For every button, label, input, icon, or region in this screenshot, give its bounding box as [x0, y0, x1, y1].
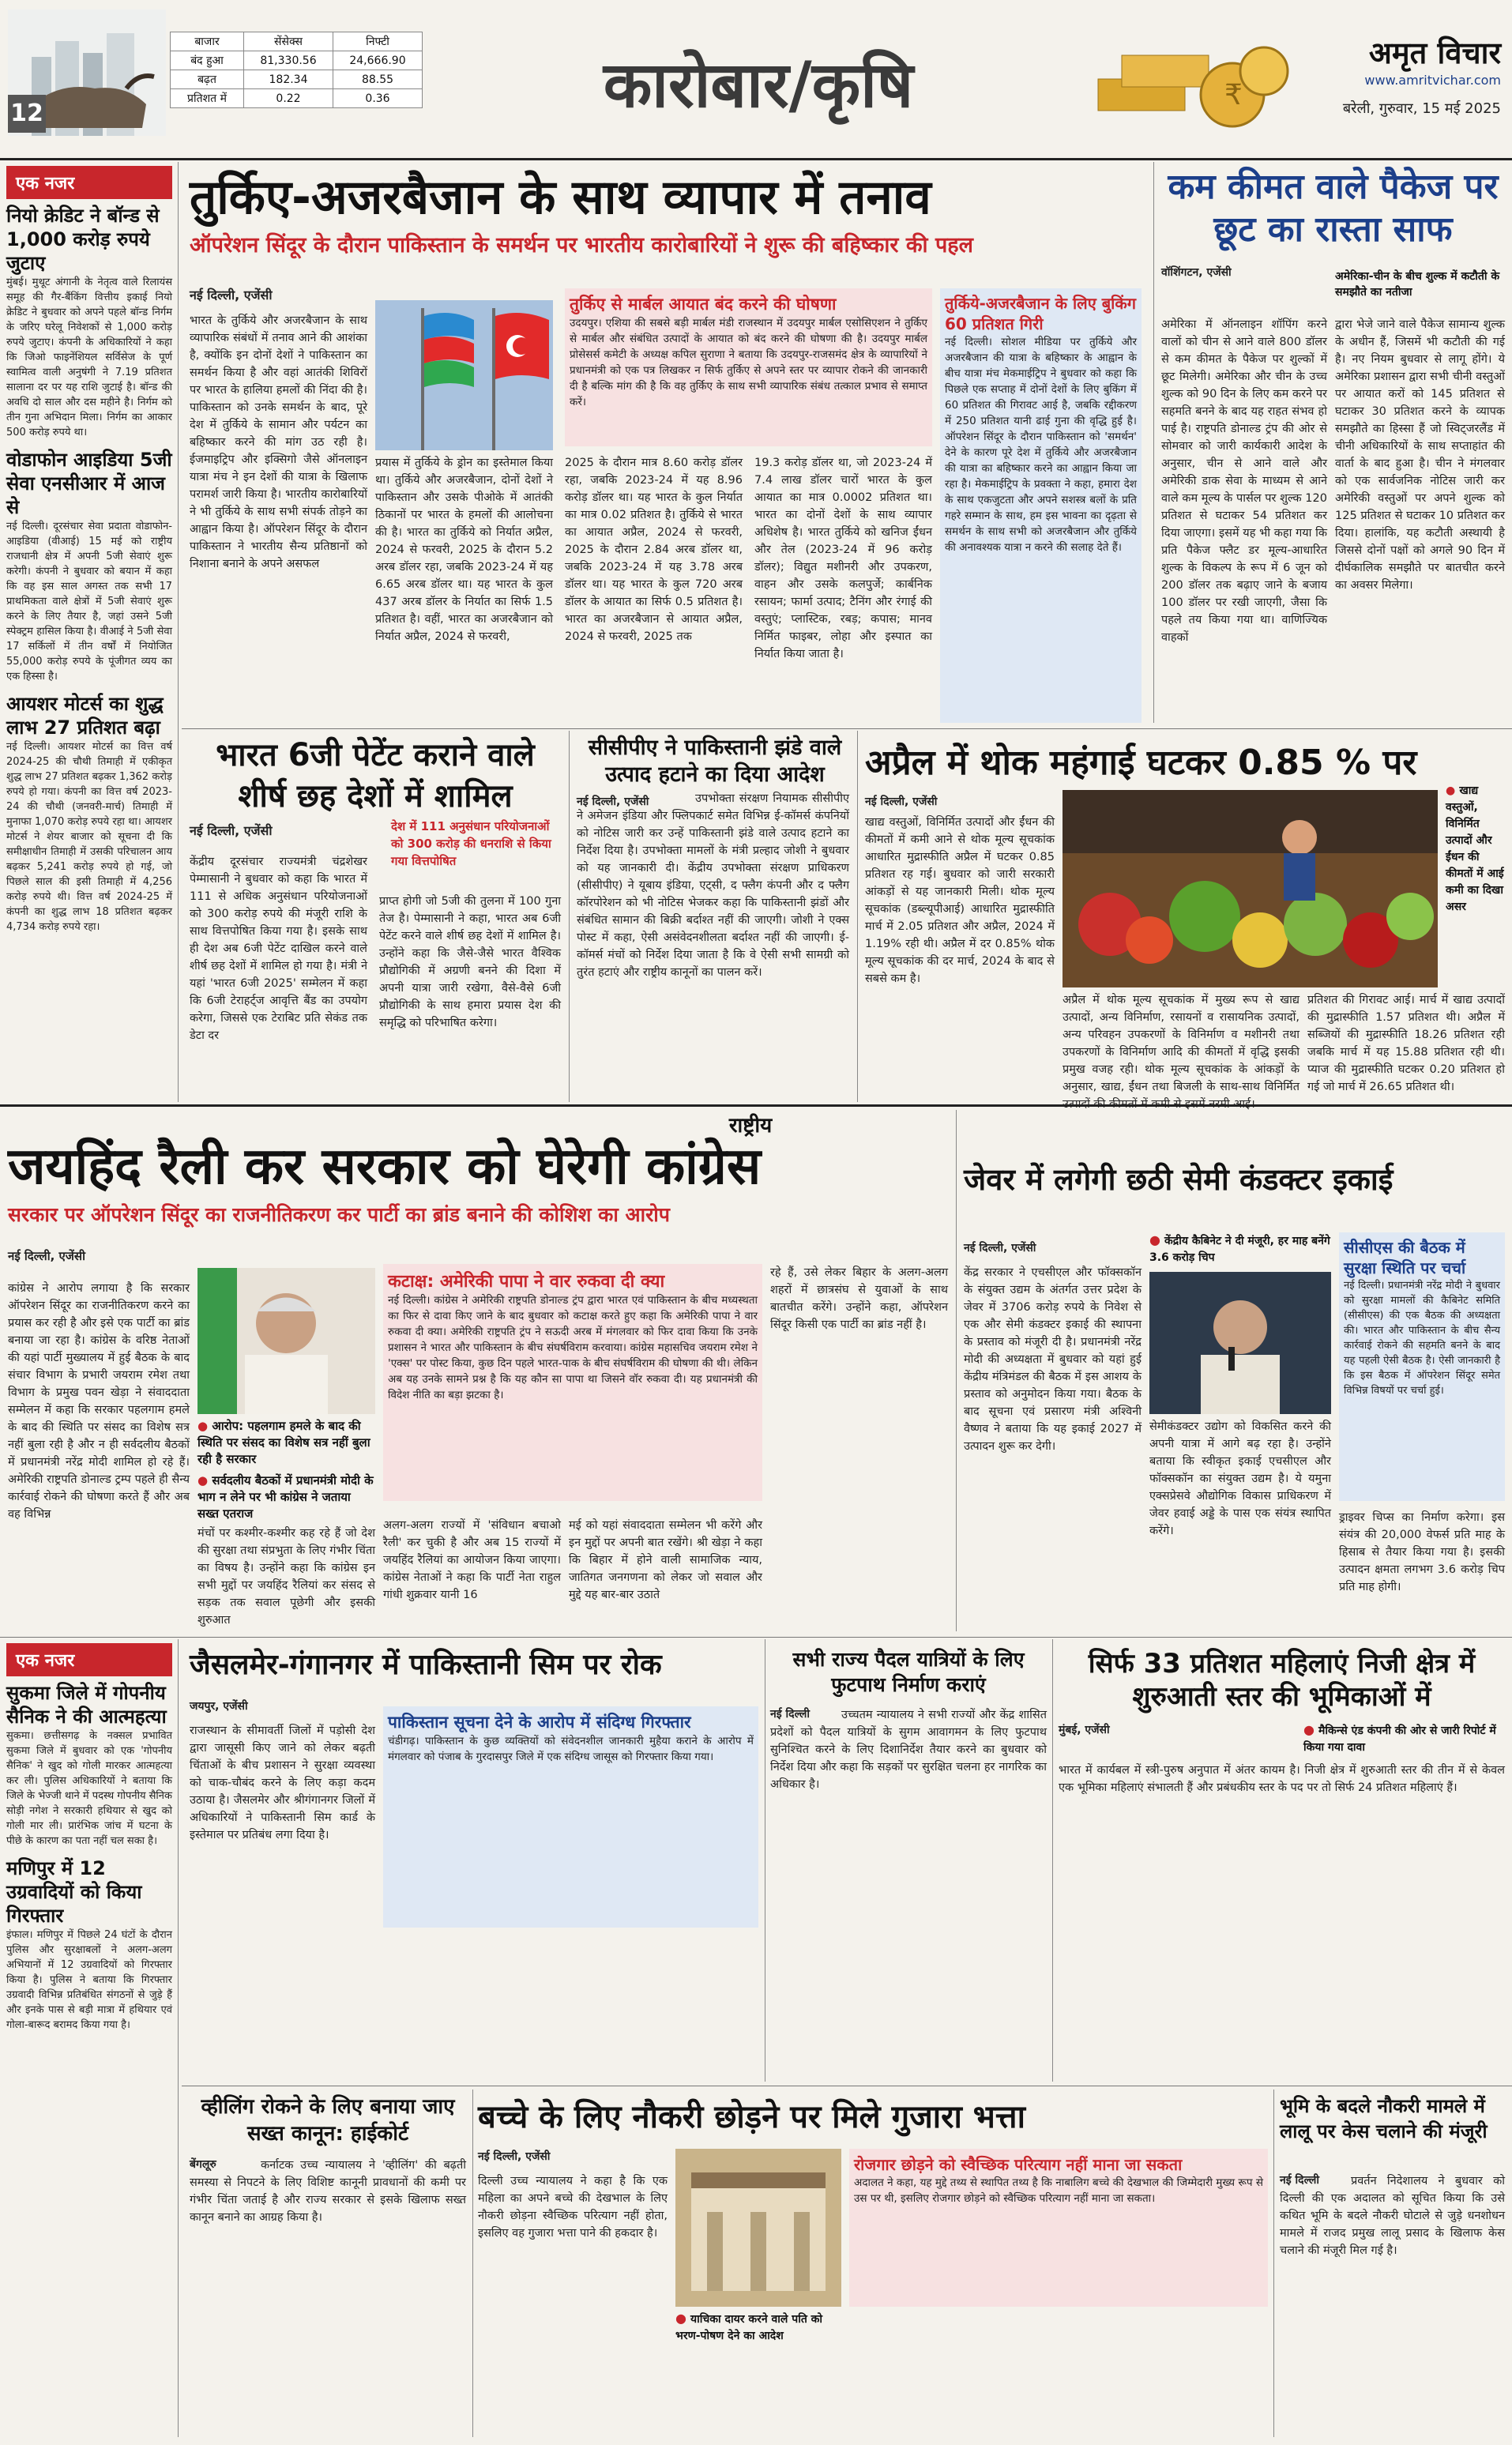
- sim-box-headline: पाकिस्तान सूचना देने के आरोप में संदिग्ध गिरफ्तार: [388, 1713, 691, 1732]
- brief-body: मुंबई। मुथूट अंगानी के नेतृत्व वाले रिलायंस समूह की गैर-बैंकिंग वित्तीय इकाई नियो क्रेडिट ने बुधवार को अपने पहले बॉन्ड निर्गम के जरिए घरेलू निवेशकों से 1,000 करोड़ रुपये जुटाए। कंपनी के अधिकारियों ने कहा कि जिओ फाइनेंशियल सर्विसेज के पूर्ण स्वामित्व वाली अनुषंगी ने 7.19 प्रतिशत सालाना दर पर यह राशि जुटाई है। बॉन्ड की अवधि दो साल और दस महीने है। निर्गम को तीन गुना अभिदान मिला। निर्गम का आकार 500 करोड़ रुपये था।: [6, 276, 172, 438]
- market-cell: 0.36: [333, 89, 423, 108]
- land-headline: भूमि के बदले नौकरी मामले में लालू पर केस चलाने की मंजूरी: [1280, 2095, 1488, 2142]
- brief-headline: सुकमा जिले में गोपनीय सैनिक ने की आत्महत्या: [6, 1682, 167, 1728]
- market-cell: बढ़त: [171, 70, 244, 89]
- footpath-byline: नई दिल्ली: [770, 1708, 811, 1721]
- patent-highlight: देश में 111 अनुसंधान परियोजनाओं को 300 करोड़ की धनराशि से किया गया वित्तपोषित: [391, 819, 551, 868]
- high-court-photo: [675, 2149, 841, 2307]
- ccpa-body: उपभोक्ता संरक्षण नियामक सीसीपीए ने अमेजन इंडिया और फ्लिपकार्ट समेत विभिन्न ई-कॉमर्स कंपनियों को नोटिस जारी कर उन्हें पाकिस्तानी झंडे वाले उत्पाद हटाने का निर्देश दिया है। उपभोक्ता मामलों के मंत्री प्रल्हाद जोशी ने बुधवार को यह जानकारी दी। केंद्रीय उपभोक्ता संरक्षण प्राधिकरण (सीसीपीए) ने यूबाय इंडिया, एट्सी, द फ्लैग कंपनी और द फ्लैग कॉरपोरेशन को भी नोटिस भेजकर कहा कि पाकिस्तानी झंडों और संबंधित सामान की बिक्री बर्दाश्त नहीं की जाएगी। जोशी ने एक्स पोस्ट में कहा, ऐसी असंवेदनशीलता बर्दाश्त नहीं की जाएगी। ई-कॉमर्स मंचों को निर्देश दिया जाता है कि वे ऐसी सभी सामग्री को तुरंत हटाएं और राष्ट्रीय कानूनों का पालन करें।: [577, 792, 849, 979]
- patent-headline: भारत 6जी पेटेंट कराने वाले शीर्ष छह देशों में शामिल: [216, 737, 535, 814]
- market-cell: 182.34: [244, 70, 333, 89]
- national-col-5: रहे हैं, उसे लेकर बिहार के अलग-अलग शहरों में छात्रसंघ से युवाओं के साथ बातचीत करेंगे। उन्होंने कहा, ऑपरेशन सिंदूर किसी एक पार्टी का ब्रांड नहीं है।: [770, 1266, 948, 1331]
- main-col-2: प्रयास में तुर्किये के ड्रोन का इस्तेमाल किया था। तुर्किये और अजरबैजान, दोनों देशों ने पाकिस्तान और उसके पीओके में आतंकी ठिकानों पर भारत के हमलों की आलोचना की है। भारत का तुर्किये को निर्यात अप्रैल, 2024 से फरवरी, 2025 के दौरान 5.2 अरब डॉलर रहा, जबकि 2023-24 में यह 6.65 अरब डॉलर था। यह भारत के कुल 437 अरब डॉलर के निर्यात का सिर्फ 1.5 प्रतिशत है। वहीं, भारत का अजरबैजान को निर्यात अप्रैल, 2024 से फरवरी,: [375, 457, 553, 643]
- ek-nazar-label: एक नजर: [6, 1643, 172, 1676]
- packages-headline: कम कीमत वाले पैकेज पर छूट का रास्ता साफ: [1168, 167, 1499, 250]
- section-rule: [0, 1637, 1512, 1638]
- ek-nazar-label: एक नजर: [6, 166, 172, 199]
- women-byline: मुंबई, एजेंसी: [1059, 1724, 1110, 1736]
- alimony-box-body: अदालत ने कहा, यह मुद्दे तथ्य से स्थापित तथ्य है कि नाबालिग बच्चे की देखभाल की जिम्मेदारी मुख्य रूप से उस पर थी, इसलिए रोजगार छोड़ने को स्वैच्छिक परित्याग नहीं माना जा सकता।: [854, 2176, 1263, 2205]
- ccpa-headline: सीसीपीए ने पाकिस्तानी झंडे वाले उत्पाद हटाने का दिया आदेश: [588, 735, 842, 787]
- wheeling-body: कर्नाटक उच्च न्यायालय ने 'व्हीलिंग' की बढ़ती समस्या से निपटने के लिए विशिष्ट कानूनी प्रावधानों की कमी पर गंभीर चिंता जताई है और राज्य सरकार से इसके खिलाफ सख्त कानून बनाने का आग्रह किया है।: [190, 2159, 466, 2224]
- semicon-tag-text: केंद्रीय कैबिनेट ने दी मंजूरी, हर माह बनेंगे 3.6 करोड़ चिप: [1149, 1235, 1330, 1264]
- alimony-byline: नई दिल्ली, एजेंसी: [478, 2150, 551, 2163]
- column-rule: [1052, 1639, 1053, 2082]
- national-col-3: अलग-अलग राज्यों में 'संविधान बचाओ रैली' कर चुकी है और अब 15 राज्यों में जयहिंद रैलियां का आयोजन किया जाएगा। कांग्रेस नेताओं ने कहा कि पार्टी नेता राहुल गांधी शुक्रवार यानी 16: [383, 1519, 561, 1601]
- market-cell: प्रतिशत में: [171, 89, 244, 108]
- women-tag-text: मैकिन्से एंड कंपनी की ओर से जारी रिपोर्ट में किया गया दावा: [1303, 1725, 1496, 1754]
- wpi-col-3: प्रतिशत की गिरावट आई। मार्च में खाद्य उत्पादों की मुद्रास्फीति 1.57 प्रतिशत थी। अप्रैल में सब्जियों की मुद्रास्फीति 18.26 प्रतिशत रही जबकि मार्च में यह 15.88 प्रतिशत रही थी। प्याज की मुद्रास्फीति घटकर 0.20 प्रतिशत हो गई जो मार्च में 26.65 प्रतिशत थी।: [1307, 994, 1505, 1093]
- papa-box: [383, 1264, 762, 1501]
- patent-col-2: प्राप्त होगी जो 5जी की तुलना में 100 गुना तेज है। पेम्मासानी ने कहा, भारत अब 6जी पेटेंट करने वाले शीर्ष छह देशों में शामिल है। उन्होंने कहा कि जैसे-जैसे भारत वैश्विक प्रौद्योगिकी में अग्रणी बनने की दिशा में अपनी यात्रा जारी रखेगा, वैसे-वैसे 6जी प्रौद्योगिकी के साथ हमारा प्रयास देश की समृद्धि को परिभाषित करेगा।: [379, 895, 561, 1029]
- masthead: [0, 0, 1512, 158]
- sim-headline: जैसलमेर-गंगानगर में पाकिस्तानी सिम पर रोक: [190, 1649, 662, 1681]
- gold-coins-icon: [1090, 24, 1296, 142]
- women-headline: सिर्फ 33 प्रतिशत महिलाएं निजी क्षेत्र में शुरुआती स्तर की भूमिकाओं में: [1088, 1648, 1476, 1713]
- sim-box-body: चंडीगढ़। पाकिस्तान के कुछ व्यक्तियों को संवेदनशील जानकारी मुहैया कराने के आरोप में मंगलवार को पंजाब के गुरदासपुर जिले में एक संदिग्ध जासूस को गिरफ्तार किया गया।: [388, 1735, 754, 1763]
- column-rule: [1153, 162, 1154, 723]
- packages-tag: अमेरिका-चीन के बीच शुल्क में कटौती के समझौते का नतीजा: [1335, 270, 1500, 299]
- market-cell: 88.55: [333, 70, 423, 89]
- bullet-item: ● सर्वदलीय बैठकों में प्रधानमंत्री मोदी के भाग न लेने पर भी कांग्रेस ने जताया सख्त एतराज: [197, 1473, 374, 1521]
- website[interactable]: www.amritvichar.com: [1364, 73, 1501, 88]
- jairam-ramesh-photo: [197, 1268, 375, 1414]
- sim-byline: जयपुर, एजेंसी: [190, 1700, 248, 1713]
- packages-col-1: अमेरिका में ऑनलाइन शॉपिंग करने वालों को चीन से आने वाले 800 डॉलर से कम कीमत के पैकेज पर शुल्कों में छूट मिलेगी। अमेरिका और चीन के उच्च शुल्क को 90 दिन के लिए कम करने पर सहमति बनने के बाद यह राहत संभव हो पाई है। राष्ट्रपति डोनाल्ड ट्रंप की ओर से सोमवार को जारी कार्यकारी आदेश के अनुसार, चीन से आने वाले और अमेरिकी डाक सेवा के माध्यम से आने वाले कम मूल्य के पार्सल पर शुल्क 120 प्रतिशत से घटाकर 54 प्रतिशत कर दिया जाएगा। इसमें यह भी कहा गया कि प्रति पैकेज फ्लैट डर मूल्य-आधारित शुल्क के विकल्प के रूप में 6 जून को 200 डॉलर तक बढ़ाए जाने के बजाय 100 डॉलर पर रखी जाएगी, जैसा कि पहले तय किया गया था। वाणिज्यिक वाहकों: [1161, 318, 1327, 644]
- wpi-col-1: खाद्य वस्तुओं, विनिर्मित उत्पादों और ईंधन की कीमतों में कमी आने से थोक मूल्य सूचकांक आधारित मुद्रास्फीति अप्रैल में घटकर 0.85 प्रतिशत रह गई। बुधवार को जारी सरकारी आंकड़ों से यह जानकारी मिली। थोक मूल्य सूचकांक (डब्ल्यूपीआई) आधारित मुद्रास्फीति मार्च में 2.05 प्रतिशत और अप्रैल, 2024 में 1.19% रही थी। अप्रैल में दर 0.85% थोक मूल्य सूचकांक की दर मार्च, 2024 के बाद से सबसे कम है।: [865, 816, 1055, 985]
- paper-name: अमृत विचार: [1368, 36, 1501, 70]
- bullet-icon: ●: [197, 1419, 213, 1433]
- ek-nazar-column: [6, 166, 172, 1098]
- ccpa-byline: नई दिल्ली, एजेंसी: [577, 796, 649, 808]
- booking-box-body: नई दिल्ली। सोशल मीडिया पर तुर्किये और अजरबैजान की यात्रा के बहिष्कार के आह्वान के बीच यात्रा मंच मेकमाईट्रिप ने बुधवार को कहा कि पिछले एक सप्ताह में दोनों देशों के लिए बुकिंग में 60 प्रतिशत की गिरावट आई है, जबकि रद्दीकरण में 250 प्रतिशत यानी ढाई गुना की वृद्धि हुई है। ऑपरेशन सिंदूर के दौरान पाकिस्तान को 'समर्थन' देने के कारण पूरे देश में तुर्किये और अजरबैजान की यात्रा का बहिष्कार करने का आह्वान किया जा रहा है। मेकमाईट्रिप के प्रवक्ता ने कहा, हमारा देश के साथ एकजुटता और अपने सशस्त्र बलों के प्रति गहरे सम्मान के साथ, हम इस भावना का दृढ़ता से समर्थन के साथ सभी को अजरबैजान और तुर्किये की अनावश्यक यात्रा न करने की सलाह देते हैं।: [945, 336, 1137, 554]
- column-rule: [569, 731, 570, 1102]
- main-headline: तुर्किए-अजरबैजान के साथ व्यापार में तनाव: [190, 170, 931, 225]
- vaishnaw-photo: [1149, 1272, 1331, 1414]
- papa-box-body: नई दिल्ली। कांग्रेस ने अमेरिकी राष्ट्रपति डोनाल्ड ट्रंप द्वारा भारत एवं पाकिस्तान के बीच मध्यस्थता का फिर से दावा किए जाने के बाद बुधवार को कटाक्ष करते हुए कहा कि अमेरिकी पापा ने वार रुकवा दी क्या। अमेरिकी राष्ट्रपति ट्रंप ने सऊदी अरब में मंगलवार को फिर दावा किया कि उनके प्रशासन ने भारत और पाकिस्तान के बीच संघर्षविराम करवाया। कांग्रेस महासचिव जयराम रमेश ने 'एक्स' पर पोस्ट किया, कुछ दिन पहले भारत-पाक के बीच संघर्षविराम की घोषणा की थी। लेकिन अब यह उनके सामने प्रश्न है कि यह कौन सा पापा था जिसने वॉर रुकवा दी। यह प्रधानमंत्री की विदेश नीति का बड़ा झटका है।: [388, 1294, 758, 1401]
- land-body: प्रवर्तन निदेशालय ने बुधवार को दिल्ली की एक अदालत को सूचित किया कि उसे कथित भूमि के बदले नौकरी घोटाले से जुड़े धनशोधन मामले में राजद प्रमुख लालू प्रसाद के खिलाफ केस चलाने की मंजूरी मिल गई है।: [1280, 2175, 1505, 2257]
- market-header: निफ्टी: [333, 32, 423, 51]
- column-rule: [956, 1110, 957, 1631]
- main-col-3: 2025 के दौरान मात्र 8.60 करोड़ डॉलर रहा, जबकि 2023-24 में यह 8.96 करोड़ डॉलर था। यह भारत के कुल निर्यात का मात्र 0.02 प्रतिशत है। तुर्किये से भारत का आयात अप्रैल, 2024 से फरवरी, 2025 के दौरान 2.84 अरब डॉलर था, जबकि 2023-24 में यह 3.78 अरब डॉलर था। यह भारत के कुल 720 अरब डॉलर के आयात का सिर्फ 0.5 प्रतिशत है। भारत का अजरबैजान से आयात अप्रैल, 2024 से फरवरी, 2025 तक: [565, 457, 743, 643]
- column-rule: [178, 1639, 179, 2437]
- sim-box: [383, 1706, 758, 1928]
- booking-box: [940, 288, 1142, 723]
- papa-box-headline: कटाक्ष: अमेरिकी पापा ने वार रुकवा दी क्या: [388, 1272, 665, 1292]
- ccs-box: [1339, 1232, 1505, 1501]
- wpi-col-2: अप्रैल में थोक मूल्य सूचकांक में मुख्य रूप से खाद्य उत्पादों, अन्य विनिर्माण, रसायनों व रासायनिक उत्पादों, अन्य परिवहन उपकरणों के विनिर्माण व मशीनरी तथा उपकरणों के विनिर्माण आदि की कीमतों में वृद्धि इसकी प्रमुख वजह रही। थोक मूल्य सूचकांक के आंकड़ों के अनुसार, खाद्य, ईंधन तथा बिजली के साथ-साथ विनिर्मित: [1063, 994, 1299, 1093]
- brief-headline: नियो क्रेडिट ने बॉन्ड से 1,000 करोड़ रुपये जुटाए: [6, 205, 160, 274]
- section-rule: [182, 728, 1512, 729]
- semicon-byline: नई दिल्ली, एजेंसी: [964, 1242, 1036, 1254]
- vegetable-market-image: [1063, 790, 1438, 987]
- alimony-headline: बच्चे के लिए नौकरी छोड़ने पर मिले गुजारा भत्ता: [478, 2099, 1025, 2135]
- alimony-box-headline: रोजगार छोड़ने को स्वैच्छिक परित्याग नहीं माना जा सकता: [854, 2155, 1183, 2174]
- tag-bullet-icon: ●: [1149, 1232, 1165, 1247]
- market-cell: 0.22: [244, 89, 333, 108]
- tag-bullet-icon: ●: [1303, 1722, 1319, 1737]
- market-cell: 24,666.90: [333, 51, 423, 70]
- national-bullets: [197, 1418, 375, 1522]
- flags-image: [375, 300, 553, 450]
- brief-body: नई दिल्ली। आयशर मोटर्स का वित्त वर्ष 2024-25 की चौथी तिमाही में एकीकृत शुद्ध लाभ 27 प्रतिशत बढ़कर 1,362 करोड़ रुपये हो गया। कंपनी का वित्त वर्ष 2023-24 की चौथी (जनवरी-मार्च) तिमाही में मुनाफा 1,070 करोड़ रुपये रहा था। आयशर मोटर्स ने शेयर बाजार को सूचना दी कि समीक्षाधीन तिमाही में उसकी परिचालन आय बढ़कर 5,241 करोड़ रुपये हो गई, जो पिछले साल की इसी तिमाही में 4,256 करोड़ रुपये थी। वित्त वर्ष 2024-25 में कंपनी का शुद्ध लाभ 18 प्रतिशत बढ़कर 4,734 करोड़ रुपये रहा।: [6, 741, 172, 933]
- wpi-headline: अप्रैल में थोक महंगाई घटकर 0.85 % पर: [865, 743, 1417, 783]
- market-cell: बंद हुआ: [171, 51, 244, 70]
- svg-text:₹: ₹: [1224, 79, 1243, 111]
- marble-box-body: उदयपुर। एशिया की सबसे बड़ी मार्बल मंडी राजस्थान में उदयपुर मार्बल एसोसिएशन ने तुर्किए से मार्बल और संबंधित उत्पादों के आयात को बंद करने की घोषणा की है। उदयपुर मार्बल प्रोसेसर्स कमेटी के अध्यक्ष कपिल सुराणा ने बताया कि उदयपुर-राजसमंद क्षेत्र के व्यापारियों ने प्रधानमंत्री को एक पत्र लिखकर न सिर्फ तुर्किए से अपने स्तर पर व्यापार रोकने की जानकारी दी है बल्कि मांग की है कि वह तुर्किए के साथ सभी व्यापारिक संबंध तत्काल प्रभाव से समाप्त करें।: [570, 317, 927, 408]
- wheeling-headline: व्हीलिंग रोकने के लिए बनाया जाए सख्त कानून: हाईकोर्ट: [201, 2095, 455, 2146]
- bullet-item: ● आरोप: पहलगाम हमले के बाद की स्थिति पर संसद का विशेष सत्र नहीं बुला रही है सरकार: [197, 1419, 370, 1466]
- brief-body: सुकमा। छत्तीसगढ़ के नक्सल प्रभावित सुकमा जिले में बुधवार को एक 'गोपनीय सैनिक' ने खुद को गोली मारकर आत्महत्या कर ली। पुलिस अधिकारियों ने बताया कि जिले के भेज्जी थाने में पदस्थ गोपनीय सैनिक सोड़ी नगेश ने सरकारी हथियार से खुद को गोली मार ली। प्रारंभिक जांच में घटना के पीछे के कारण का पता नहीं चल सका है।: [6, 1730, 172, 1847]
- brief-headline: मणिपुर में 12 उग्रवादियों को किया गिरफ्तार: [6, 1857, 142, 1927]
- semicon-col-2: सेमीकंडक्टर उद्योग को विकसित करने की अपनी यात्रा में आगे बढ़ रहा है। उन्होंने बताया कि स्वीकृत इकाई एचसीएल और फॉक्सकॉन का संयुक्त उद्यम है। ये यमुना एक्सप्रेसवे औद्योगिक विकास प्राधिकरण में जेवर हवाई अड्डे के पास एक संयंत्र स्थापित करेंगे।: [1149, 1420, 1331, 1537]
- brief-body: इंफाल। मणिपुर में पिछले 24 घंटों के दौरान पुलिस और सुरक्षाबलों ने अलग-अलग अभियानों में 12 उग्रवादियों को गिरफ्तार किया है। पुलिस ने बताया कि गिरफ्तार उग्रवादी विभिन्न प्रतिबंधित संगठनों से जुड़े हैं और इनके पास से बड़ी मात्रा में हथियार एवं गोला-बारूद बरामद किया गया है।: [6, 1929, 172, 2031]
- women-body: भारत में कार्यबल में स्त्री-पुरुष अनुपात में अंतर कायम है। निजी क्षेत्र में शुरुआती स्तर की तीन में से केवल एक भूमिका महिलाएं संभालती हैं और प्रबंधकीय स्तर के पद पर तो सिर्फ 24 प्रतिशत महिलाएं हैं।: [1059, 1764, 1505, 1794]
- patent-col-1: केंद्रीय दूरसंचार राज्यमंत्री चंद्रशेखर पेम्मासानी ने बुधवार को कहा कि भारत में 111 से अधिक अनुसंधान परियोजनाओं को 300 करोड़ रुपये की मंजूरी राशि के साथ वित्तपोषित किया गया है। इसके साथ ही देश अब 6जी पेटेंट दाखिल करने वाले शीर्ष छह देशों में शामिल हो गया है। मंत्री ने यहां 'भारत 6जी 2025' सम्मेलन में कहा कि 6जी टेराहर्ट्ज आवृत्ति बैंड का उपयोग करेगा, जिससे एक टेराबिट प्रति सेकंड तक डेटा दर: [190, 856, 367, 1042]
- market-header: सेंसेक्स: [244, 32, 333, 51]
- alimony-caption: [675, 2311, 841, 2344]
- alimony-box: [849, 2149, 1268, 2307]
- section-rule: [0, 1104, 1512, 1107]
- footpath-body: उच्चतम न्यायालय ने सभी राज्यों और केंद्र शासित प्रदेशों को पैदल यात्रियों के सुगम आवागमन के लिए फुटपाथ सुनिश्चित करने के लिए दिशानिर्देश तैयार करने का बुधवार को निर्देश दिया और कहा कि सड़कों पर सुरक्षित चलना हर नागरिक का अधिकार है।: [770, 1709, 1047, 1791]
- market-table: [170, 32, 423, 108]
- semicon-body: केंद्र सरकार ने एचसीएल और फॉक्सकॉन के संयुक्त उद्यम के अंतर्गत उत्तर प्रदेश के जेवर में 3706 करोड़ रुपये के निवेश से एक और सेमी कंडक्टर इकाई की स्थापना के प्रस्ताव को मंजूरी दी है। प्रधानमंत्री नरेंद्र मोदी की अध्यक्षता में बुधवार को यहां हुई केंद्रीय मंत्रिमंडल की बैठक में इस आशय के प्रस्ताव को अनुमोदन किया गया। बैठक के बाद सूचना एवं प्रसारण मंत्री अश्विनी वैष्णव ने बताया कि यह इकाई 2027 में उत्पादन शुरू कर देगी।: [964, 1266, 1142, 1453]
- wpi-caption: [1446, 782, 1509, 915]
- national-subhead: सरकार पर ऑपरेशन सिंदूर का राजनीतिकरण कर पार्टी का ब्रांड बनाने की कोशिश का आरोप: [8, 1203, 670, 1226]
- market-cell: 81,330.56: [244, 51, 333, 70]
- brief-body: नई दिल्ली। दूरसंचार सेवा प्रदाता वोडाफोन-आइडिया (वीआई) 15 मई को राष्ट्रीय राजधानी क्षेत्र में अपनी 5जी सेवाएं शुरू करेगी। कंपनी ने बुधवार को बयान में कहा कि वह इस साल अगस्त तक सभी 17 प्राथमिकता वाले क्षेत्रों में 5जी सेवाएं शुरू करने के लिए तैयार है, जहां उसने 5जी स्पेक्ट्रम हासिल किया है। वीआई ने 5जी सेवा 17 सर्किलों में तीन वर्षों में नियोजित 55,000 करोड़ रुपये के पूंजीगत व्यय का एक हिस्सा है।: [6, 521, 172, 683]
- ek-nazar-column-2: [6, 1643, 172, 2433]
- footpath-headline: सभी राज्य पैदल यात्रियों के लिए फुटपाथ निर्माण कराएं: [792, 1648, 1025, 1696]
- main-col-4: 19.3 करोड़ डॉलर था, जो 2023-24 में 7.4 लाख डॉलर चारों भारत के कुल आयात का मात्र 0.0002 प्रतिशत था। भारत का दोनों देशों के साथ व्यापार अधिशेष है। भारत तुर्किये को खनिज ईंधन और तेल (2023-24 में 96 करोड़ डॉलर); विद्युत मशीनरी और उपकरण, वाहन और उसके कलपुर्जे; कार्बनिक रसायन; फार्मा उत्पाद; टैनिंग और रंगाई की वस्तुएं; प्लास्टिक, रबड़; कपास; मानव निर्मित फाइबर, लोहा और इस्पात का निर्यात किया जाता है।: [754, 457, 932, 660]
- semicon-col-3: ड्राइवर चिप्स का निर्माण करेगा। इस संयंत्र की 20,000 वेफर्स प्रति माह के हिसाब से तैयार किया गया है। इसकी उत्पादन क्षमता लगभग 3.6 करोड़ चिप प्रति माह होगी।: [1339, 1511, 1505, 1593]
- alimony-caption-text: याचिका दायर करने वाले पति को भरण-पोषण देने का आदेश: [675, 2313, 823, 2342]
- bullet-icon: ●: [197, 1473, 213, 1488]
- section-title: कारोबार/कृषि: [603, 48, 914, 122]
- national-body: कांग्रेस ने आरोप लगाया है कि सरकार ऑपरेशन सिंदूर का राजनीतिकरण करने का प्रयास कर रही है और इसे एक पार्टी का ब्रांड बनाया जा रहा है। कांग्रेस के वरिष्ठ नेताओं की यहां पार्टी मुख्यालय में हुई बैठक के बाद संचार विभाग के प्रभारी जयराम रमेश तथा विभाग के प्रमुख पवन खेड़ा ने संवाददाता सम्मेलन में कहा कि सरकार पहलगाम हमले के बाद की स्थिति पर संसद का विशेष सत्र नहीं बुला रही है और न ही सर्वदलीय बैठकों में प्रधानमंत्री नरेंद्र मोदी शामिल हो रहे हैं। अमेरिकी राष्ट्रपति डोनाल्ड ट्रम्प पहले ही सैन्य कार्रवाई रोकने की घोषणा करते हैं और अब वह विभिन्न: [8, 1282, 190, 1521]
- main-byline: नई दिल्ली, एजेंसी: [190, 288, 273, 303]
- national-label: राष्ट्रीय: [728, 1114, 773, 1138]
- column-rule: [857, 731, 858, 1102]
- column-rule: [472, 2090, 473, 2437]
- marble-box-headline: तुर्किए से मार्बल आयात बंद करने की घोषणा: [570, 295, 837, 314]
- national-byline: नई दिल्ली, एजेंसी: [8, 1249, 85, 1263]
- national-headline: जयहिंद रैली कर सरकार को घेरेगी कांग्रेस: [8, 1138, 762, 1196]
- national-col-4: मई को यहां संवाददाता सम्मेलन भी करेंगे और इन मुद्दों पर अपनी बात रखेंगे। श्री खेड़ा ने कहा कि बिहार में होने वाली सामाजिक न्याय, जातिगत जनगणना को लेकर जो सवाल और मुद्दे यह बार-बार उठाते: [569, 1519, 762, 1601]
- marble-box: [565, 288, 932, 446]
- dateline: बरेली, गुरुवार, 15 मई 2025: [1342, 100, 1501, 117]
- land-byline: नई दिल्ली: [1280, 2174, 1320, 2187]
- masthead-rule: [0, 158, 1512, 160]
- ccs-box-body: नई दिल्ली। प्रधानमंत्री नरेंद्र मोदी ने बुधवार को सुरक्षा मामलों की कैबिनेट समिति (सीसीएस) की एक बैठक की अध्यक्षता की। भारत और पाकिस्तान के बीच सैन्य कार्रवाई रोकने की सहमति बनने के बाद यह पहली ऐसी बैठक है। ऐसी जानकारी है कि इस बैठक में ऑपरेशन सिंदूर समेत विभिन्न विषयों पर चर्चा हुई।: [1344, 1280, 1500, 1397]
- sim-body: राजस्थान के सीमावर्ती जिलों में पड़ोसी देश द्वारा जासूसी किए जाने को लेकर बढ़ती चिंताओं के बीच प्रशासन ने सुरक्षा व्यवस्था को चाक-चौबंद करने के लिए कड़ा कदम उठाया है। जैसलमेर और श्रीगंगानगर जिलों में अधिकारियों ने पाकिस्तानी सिम कार्ड के इस्तेमाल पर प्रतिबंध लगा दिया है।: [190, 1725, 375, 1841]
- booking-box-headline: तुर्किये-अजरबैजान के लिए बुकिंग 60 प्रतिशत गिरी: [945, 294, 1136, 333]
- market-header: बाजार: [171, 32, 244, 51]
- packages-byline: वॉशिंगटन, एजेंसी: [1161, 266, 1232, 279]
- caption-bullet-icon: ●: [675, 2311, 691, 2326]
- wheeling-byline: बेंगलूरु: [190, 2158, 216, 2171]
- semicon-headline: जेवर में लगेगी छठी सेमी कंडक्टर इकाई: [964, 1162, 1394, 1197]
- main-col-1: भारत के तुर्किये और अजरबैजान के साथ व्यापारिक संबंधों में तनाव आने की आशंका है, क्योंकि इन दोनों देशों ने पाकिस्तान का समर्थन किया है और वहां आतंकी शिविरों पर भारत के हालिया हमलों की निंदा की है। पाकिस्तान को उनके समर्थन के बाद, पूरे देश में तुर्किये के सामान और पर्यटन का बहिष्कार करने की मांग उठ रही है। ईजमाइट्रिप और इक्सिगो जैसे ऑनलाइन यात्रा मंच ने इन देशों की यात्रा के खिलाफ परामर्श जारी किया है। भारतीय कारोबारियों ने भी तुर्किये के साथ सभी संपर्क तोड़ने का आह्वान किया है। ऑपरेशन सिंदूर के दौरान पाकिस्तान ने भारतीय सैन्य प्रतिष्ठानों को निशाना बनाने के अपने असफल: [190, 314, 367, 570]
- brief-headline: आयशर मोटर्स का शुद्ध लाभ 27 प्रतिशत बढ़ा: [6, 693, 164, 739]
- national-col-2: मंचों पर कश्मीर-कश्मीर कह रहे हैं जो देश की सुरक्षा तथा संप्रभुता के लिए गंभीर चिंता का विषय है। उन्होंने कहा कि कांग्रेस इन सभी मुद्दों पर जयहिंद रैलियां कर संसद से सड़क तक सवाल पूछेगी और इसकी शुरुआत: [197, 1527, 375, 1627]
- patent-byline: नई दिल्ली, एजेंसी: [190, 823, 273, 838]
- wpi-byline: नई दिल्ली, एजेंसी: [865, 796, 938, 808]
- ccs-box-headline: सीसीएस की बैठक में सुरक्षा स्थिति पर चर्चा: [1344, 1238, 1466, 1277]
- women-tag: [1303, 1722, 1505, 1755]
- column-rule: [1273, 2090, 1274, 2437]
- column-rule: [178, 162, 179, 1102]
- brief-headline: वोडाफोन आइडिया 5जी सेवा एनसीआर में आज से: [6, 449, 172, 518]
- wpi-caption-text: खाद्य वस्तुओं, विनिर्मित उत्पादों और ईंधन की कीमतों में आई कमी का दिखा असर: [1446, 784, 1504, 913]
- caption-bullet-icon: ●: [1446, 784, 1456, 797]
- packages-col-2: द्वारा भेजे जाने वाले पैकेज सामान्य शुल्क के अधीन हैं, जिसमें भी कटौती की गई है। नए नियम बुधवार से लागू होंगे। ये अमेरिका प्रशासन द्वारा सभी चीनी वस्तुओं पर आयात करों को 145 प्रतिशत से घटाकर 30 प्रतिशत करने के व्यापक समझौते का हिस्सा हैं जो स्विट्जरलैंड में चीनी अधिकारियों के साथ सप्ताहांत की वार्ता के बाद हुआ है। चीन ने मंगलवार को एक सार्वजनिक नोटिस जारी कर अमेरिकी वस्तुओं पर अपने शुल्क को 125 प्रतिशत से घटाकर 10 प्रतिशत कर दिया। हालांकि, यह कटौती अस्थायी है जिससे दोनों पक्षों को अगले 90 दिन में दीर्घकालिक समझौते पर बातचीत करने का अवसर मिलेगा।: [1335, 318, 1505, 592]
- semicon-tag: [1149, 1232, 1331, 1266]
- alimony-body: दिल्ली उच्च न्यायालय ने कहा है कि एक महिला का अपने बच्चे की देखभाल के लिए नौकरी छोड़ना स्वैच्छिक परित्याग नहीं होता, इसलिए वह गुजारा भत्ता पाने की हकदार है।: [478, 2175, 668, 2240]
- page-number: 12: [8, 95, 46, 133]
- main-subhead: ऑपरेशन सिंदूर के दौरान पाकिस्तान के समर्थन पर भारतीय कारोबारियों ने शुरू की बहिष्कार की पहल: [190, 233, 973, 258]
